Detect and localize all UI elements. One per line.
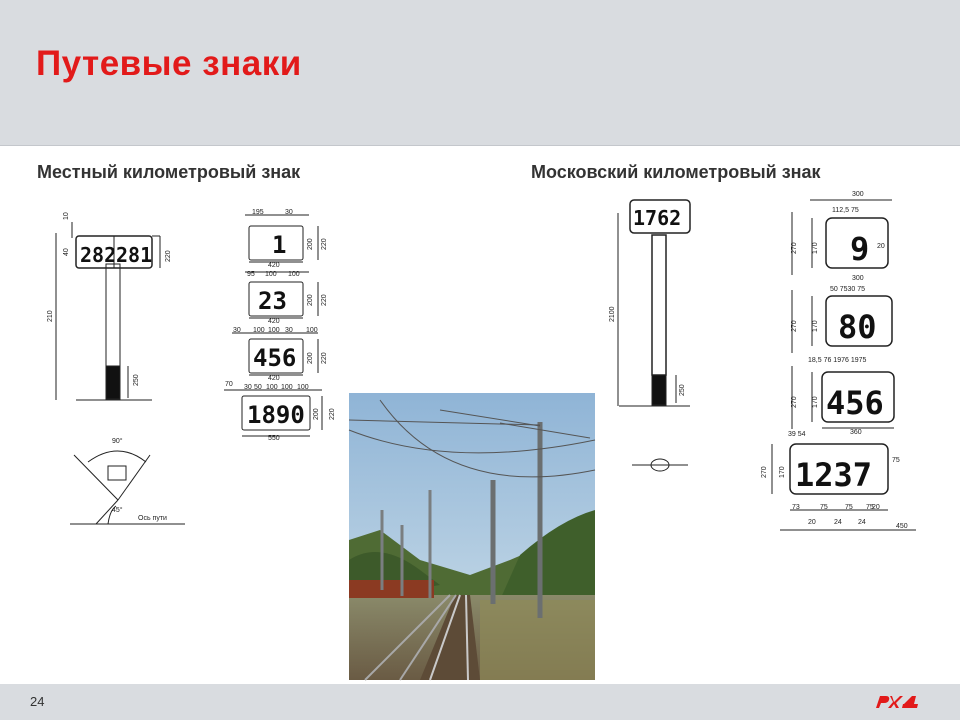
moscow-post-plate-number: 1762 [633, 206, 682, 230]
local-plate-2-width-2: 100 [265, 271, 277, 278]
moscow-plate-3 [791, 357, 894, 436]
dim-40: 40 [63, 248, 70, 256]
moscow-plate-3-number: 456 [826, 384, 884, 422]
local-plate-4-h-inner: 200 [313, 408, 320, 420]
moscow-plate-3-bottom-total: 360 [850, 429, 862, 436]
page-number: 24 [30, 694, 45, 709]
moscow-sign-plan-view [632, 459, 688, 471]
local-plate-3-width-5: 100 [306, 327, 318, 334]
moscow-plate-3-h-outer: 270 [791, 396, 798, 408]
moscow-plate-3-h-inner: 170 [812, 396, 819, 408]
local-plate-2-width-3: 100 [288, 271, 300, 278]
local-plate-3-total: 420 [268, 375, 280, 382]
local-plate-1-h-inner: 200 [307, 238, 314, 250]
moscow-plate-2-h-outer: 270 [791, 320, 798, 332]
moscow-plate-4-bottom-1: 73 [792, 504, 800, 511]
track-axis-label: Ось пути [138, 515, 167, 522]
moscow-plate-2-top-total: 300 [852, 275, 864, 282]
rzd-logo-icon [872, 690, 922, 714]
local-plate-3 [232, 327, 328, 382]
moscow-plate-4-h-inner: 170 [779, 466, 786, 478]
local-plate-1-h-outer: 220 [321, 238, 328, 250]
local-plate-2-width-1: 95 [247, 271, 255, 278]
angle-45-label: 45° [112, 507, 123, 514]
local-plate-1 [245, 209, 328, 269]
moscow-plate-4-number: 1237 [795, 456, 873, 494]
moscow-plate-4-bottom-4: 75 [866, 504, 874, 511]
local-plate-2-number: 23 [258, 287, 287, 315]
moscow-plate-4-top-parts: 39 54 [788, 431, 806, 438]
angle-90-label: 90° [112, 438, 123, 445]
moscow-plate-1-top-total: 300 [852, 191, 864, 198]
moscow-plate-4-bottom-8: 24 [858, 519, 866, 526]
moscow-dim-2100: 2100 [609, 306, 616, 322]
local-plate-4 [224, 381, 336, 442]
local-plate-3-h-outer: 220 [321, 352, 328, 364]
local-plate-4-width-4: 100 [266, 384, 278, 391]
dim-220: 220 [165, 250, 172, 262]
slide-footer [0, 684, 960, 720]
moscow-plate-1 [791, 191, 892, 275]
local-sign-heading: Местный километровый знак [37, 162, 301, 182]
moscow-plate-4-bottom-6: 20 [872, 504, 880, 511]
moscow-plate-4 [761, 431, 916, 530]
moscow-plate-2-h-inner: 170 [812, 320, 819, 332]
local-plate-3-width-4: 30 [285, 327, 293, 334]
moscow-plate-1-top-parts: 112,5 75 [832, 207, 859, 214]
local-plate-4-h-outer: 220 [329, 408, 336, 420]
local-plate-3-h-inner: 200 [307, 352, 314, 364]
local-plate-4-width-2: 30 [244, 384, 252, 391]
dim-10: 10 [63, 212, 70, 220]
moscow-plate-1-h-inner: 170 [812, 242, 819, 254]
moscow-plate-4-bottom-total: 450 [896, 523, 908, 530]
moscow-plate-3-top-parts: 18,5 76 1976 1975 [808, 357, 867, 364]
local-plate-3-width-3: 100 [268, 327, 280, 334]
local-plate-4-number: 1890 [247, 401, 305, 429]
local-plate-2-h-outer: 220 [321, 294, 328, 306]
moscow-sign-post-drawing [618, 200, 690, 406]
local-plate-1-width-2: 30 [285, 209, 293, 216]
moscow-sign-heading: Московский километровый знак [531, 162, 821, 182]
local-plate-3-number: 456 [253, 344, 297, 372]
moscow-plate-4-bottom-2: 75 [820, 504, 828, 511]
moscow-plate-4-bottom-7: 24 [834, 519, 842, 526]
local-plate-left-number: 282 [80, 243, 117, 267]
local-plate-2-h-inner: 200 [307, 294, 314, 306]
local-plate-1-number: 1 [272, 231, 287, 259]
moscow-plate-1-side: 20 [877, 243, 885, 250]
local-plate-2-total: 420 [268, 318, 280, 325]
dim-210: 210 [47, 310, 54, 322]
moscow-plate-2 [791, 275, 892, 353]
local-plate-1-total: 420 [268, 262, 280, 269]
moscow-plate-2-top-parts: 50 7530 75 [830, 286, 866, 293]
local-sign-angle-diagram [70, 451, 185, 524]
local-plate-2 [245, 271, 328, 325]
local-plate-4-width-1: 70 [225, 381, 233, 388]
moscow-plate-1-h-outer: 270 [791, 242, 798, 254]
moscow-plate-4-bottom-5: 20 [808, 519, 816, 526]
moscow-plate-4-bottom-3: 75 [845, 504, 853, 511]
local-plate-4-width-6: 100 [297, 384, 309, 391]
local-plate-right-number: 281 [116, 243, 153, 267]
dim-250: 250 [133, 374, 140, 386]
local-plate-1-width-1: 195 [252, 209, 264, 216]
railway-photo [349, 393, 595, 680]
moscow-plate-4-side: 75 [892, 457, 900, 464]
local-plate-4-total: 550 [268, 435, 280, 442]
moscow-plate-4-h-outer: 270 [761, 466, 768, 478]
moscow-dim-250: 250 [679, 384, 686, 396]
local-plate-4-width-3: 50 [254, 384, 262, 391]
slide-title: Путевые знаки [36, 44, 302, 83]
moscow-plate-2-number: 80 [838, 308, 877, 346]
local-plate-3-width-2: 100 [253, 327, 265, 334]
moscow-plate-1-number: 9 [850, 230, 870, 268]
local-plate-3-width-1: 30 [233, 327, 241, 334]
local-plate-4-width-5: 100 [281, 384, 293, 391]
